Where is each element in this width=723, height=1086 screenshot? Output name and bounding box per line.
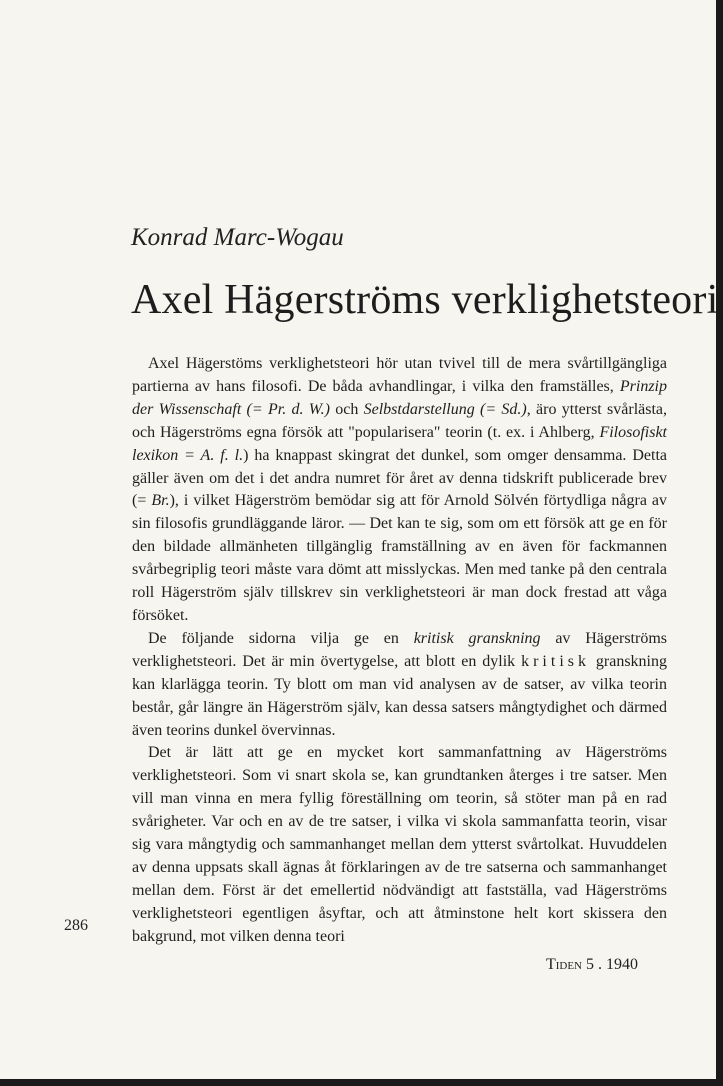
text-run: De följande sidorna vilja ge en (148, 629, 414, 647)
text-run: ) ha knappast skingrat det dunkel, som omger densamma. Detta gäller även om det i det andra numret för året av denna tidskrift publicerade brev (= (132, 446, 668, 510)
spaced-text: kritisk (521, 652, 590, 670)
paragraph (132, 628, 667, 743)
text-run: och (329, 400, 364, 418)
italic-text: Selbstdarstellung (= Sd.) (363, 400, 527, 418)
paragraph (132, 742, 667, 948)
article-title: Axel Hägerströms verklighetsteori (131, 277, 719, 323)
page-number: 286 (64, 917, 88, 934)
italic-text: Prinzip der Wissenschaft (= Pr. d. W.) (132, 377, 667, 418)
italic-text: Br. (151, 492, 170, 510)
journal-name: Tiden (545, 956, 582, 973)
paragraph (132, 353, 667, 628)
journal-issue: 5 . 1940 (586, 956, 638, 973)
text-run: , äro ytterst svårlästa, och Hägerströms egna försök att "popularisera" teorin (t. ex. i Ahlberg, (132, 400, 668, 441)
text-run: granskning kan klarlägga teorin. Ty blott om man vid analysen av de satser, av vilka teorin består, går längre än Hägerström själv, kan dessa satsers mångtydighet och därmed även teorins dunkel övervinnas. (132, 652, 667, 739)
article-body (132, 353, 667, 949)
italic-text: kritisk granskning (413, 629, 541, 647)
journal-footer (546, 956, 638, 974)
text-run: av Hägerströms verklighetsteori. Det är min övertygelse, att blott en dylik (132, 629, 667, 670)
italic-text: Filosofiskt lexikon = A. f. l. (132, 423, 667, 464)
text-run: Axel Hägerstöms verklighetsteori hör utan tvivel till de mera svårtillgängliga partierna av hans filosofi. De båda avhandlingar, i vilka den framställes, (132, 355, 667, 395)
text-run: ), i vilket Hägerström bemödar sig att för Arnold Sölvén förtydliga några av sin filosofis grundläggande läror. — Det kan te sig, som om ett försök att ge en för den bildade allmänheten tillgänglig framställning av en även för fackmannen svårbegriplig teori måste vara dömt att misslyckas. Men med tanke på den centrala roll Hägerström själv tillskrev sin verklighetsteori är man dock frestad att våga försöket. (132, 492, 668, 624)
text-run: Det är lätt att ge en mycket kort sammanfattning av Hägerströms verklighetsteori. Som vi snart skola se, kan grundtanken återges i tre satser. Men vill man vinna en mera fyllig föreställning om teorin, så stöter man på en rad svårigheter. Var och en av de tre satser, i vilka vi skola sammanfatta teorin, visar sig vara mångtydig och sammanhanget mellan dem ytterst svårtolkat. Huvuddelen av denna uppsats skall ägnas åt förklaringen av de tre satserna och sammanhanget mellan dem. Först är det emellertid nödvändigt att fastställa, vad Hägerströms verklighetsteori egentligen åsyftar, och att åtminstone helt kort skissera den bakgrund, mot vilken denna teori (132, 744, 667, 945)
author-name: Konrad Marc-Wogau (131, 224, 344, 251)
